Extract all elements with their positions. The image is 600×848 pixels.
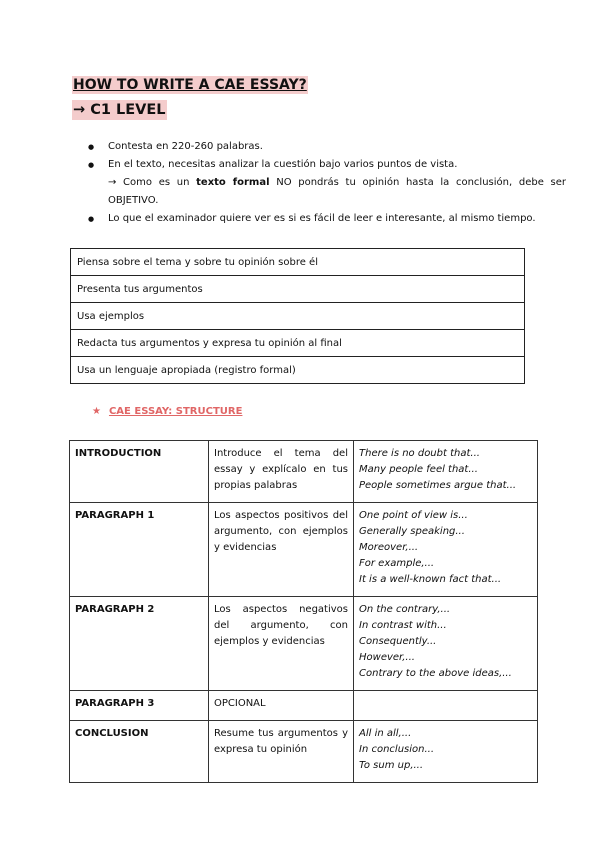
section-cell: CONCLUSION	[70, 721, 209, 783]
description-cell: OPCIONAL	[209, 691, 354, 721]
phrase: However,...	[359, 652, 415, 663]
step-cell: Piensa sobre el tema y sobre tu opinión sobre él	[71, 249, 525, 276]
phrase: To sum up,...	[359, 760, 424, 771]
phrases-cell	[354, 721, 538, 783]
list-item-text: NO pondrás tu opinión hasta la conclusión, debe ser OBJETIVO.	[108, 177, 567, 206]
list-item: ● Contesta en 220-260 palabras.	[108, 138, 566, 156]
phrase: One point of view is...	[359, 510, 468, 521]
step-cell: Redacta tus argumentos y expresa tu opinión al final	[71, 330, 525, 357]
phrase: Contrary to the above ideas,...	[359, 668, 512, 679]
table-row	[70, 441, 538, 503]
bold-text: texto formal	[196, 177, 270, 188]
list-item: ● Lo que el examinador quiere ver es si es fácil de leer e interesante, al mismo tiempo.	[108, 210, 566, 228]
phrases-cell	[354, 503, 538, 597]
section-cell: PARAGRAPH 3	[70, 691, 209, 721]
phrase: Moreover,...	[359, 542, 419, 553]
list-item	[108, 156, 566, 210]
step-cell: Usa un lenguaje apropiada (registro formal)	[71, 357, 525, 384]
section-cell: PARAGRAPH 1	[70, 503, 209, 597]
phrases-cell	[354, 597, 538, 691]
phrase: Consequently...	[359, 636, 437, 647]
bullet-list	[72, 138, 566, 228]
phrase: On the contrary,...	[359, 604, 451, 615]
page-title: HOW TO WRITE A CAE ESSAY?	[73, 77, 307, 93]
table-row	[70, 721, 538, 783]
section-cell: INTRODUCTION	[70, 441, 209, 503]
phrase: There is no doubt that...	[359, 448, 480, 459]
phrases-cell	[354, 691, 538, 721]
page-subtitle: → C1 LEVEL	[73, 102, 166, 118]
phrase: Many people feel that...	[359, 464, 478, 475]
table-row	[70, 597, 538, 691]
list-item-text: En el texto, necesitas analizar la cuestión bajo varios puntos de vista.	[108, 159, 458, 170]
steps-table	[70, 248, 525, 384]
phrase: All in all,...	[359, 728, 412, 739]
step-cell: Usa ejemplos	[71, 303, 525, 330]
table-row	[70, 503, 538, 597]
description-cell: Introduce el tema del essay y explícalo en tus propias palabras	[209, 441, 354, 503]
star-icon: ★	[92, 406, 101, 417]
phrase: For example,...	[359, 558, 435, 569]
description-cell: Los aspectos positivos del argumento, con ejemplos y evidencias	[209, 503, 354, 597]
structure-heading-text: CAE ESSAY: STRUCTURE	[108, 406, 243, 417]
description-cell: Los aspectos negativos del argumento, con ejemplos y evidencias	[209, 597, 354, 691]
phrase: It is a well-known fact that...	[359, 574, 502, 585]
structure-heading	[92, 406, 242, 417]
phrase: In contrast with...	[359, 620, 447, 631]
table-row	[70, 691, 538, 721]
section-cell: PARAGRAPH 2	[70, 597, 209, 691]
description-cell: Resume tus argumentos y expresa tu opinión	[209, 721, 354, 783]
list-item-text: → Como es un	[108, 177, 197, 188]
phrase: Generally speaking...	[359, 526, 465, 537]
phrase: In conclusion...	[359, 744, 435, 755]
phrases-cell	[354, 441, 538, 503]
step-cell: Presenta tus argumentos	[71, 276, 525, 303]
phrase: People sometimes argue that...	[359, 480, 517, 491]
structure-table	[69, 440, 538, 783]
